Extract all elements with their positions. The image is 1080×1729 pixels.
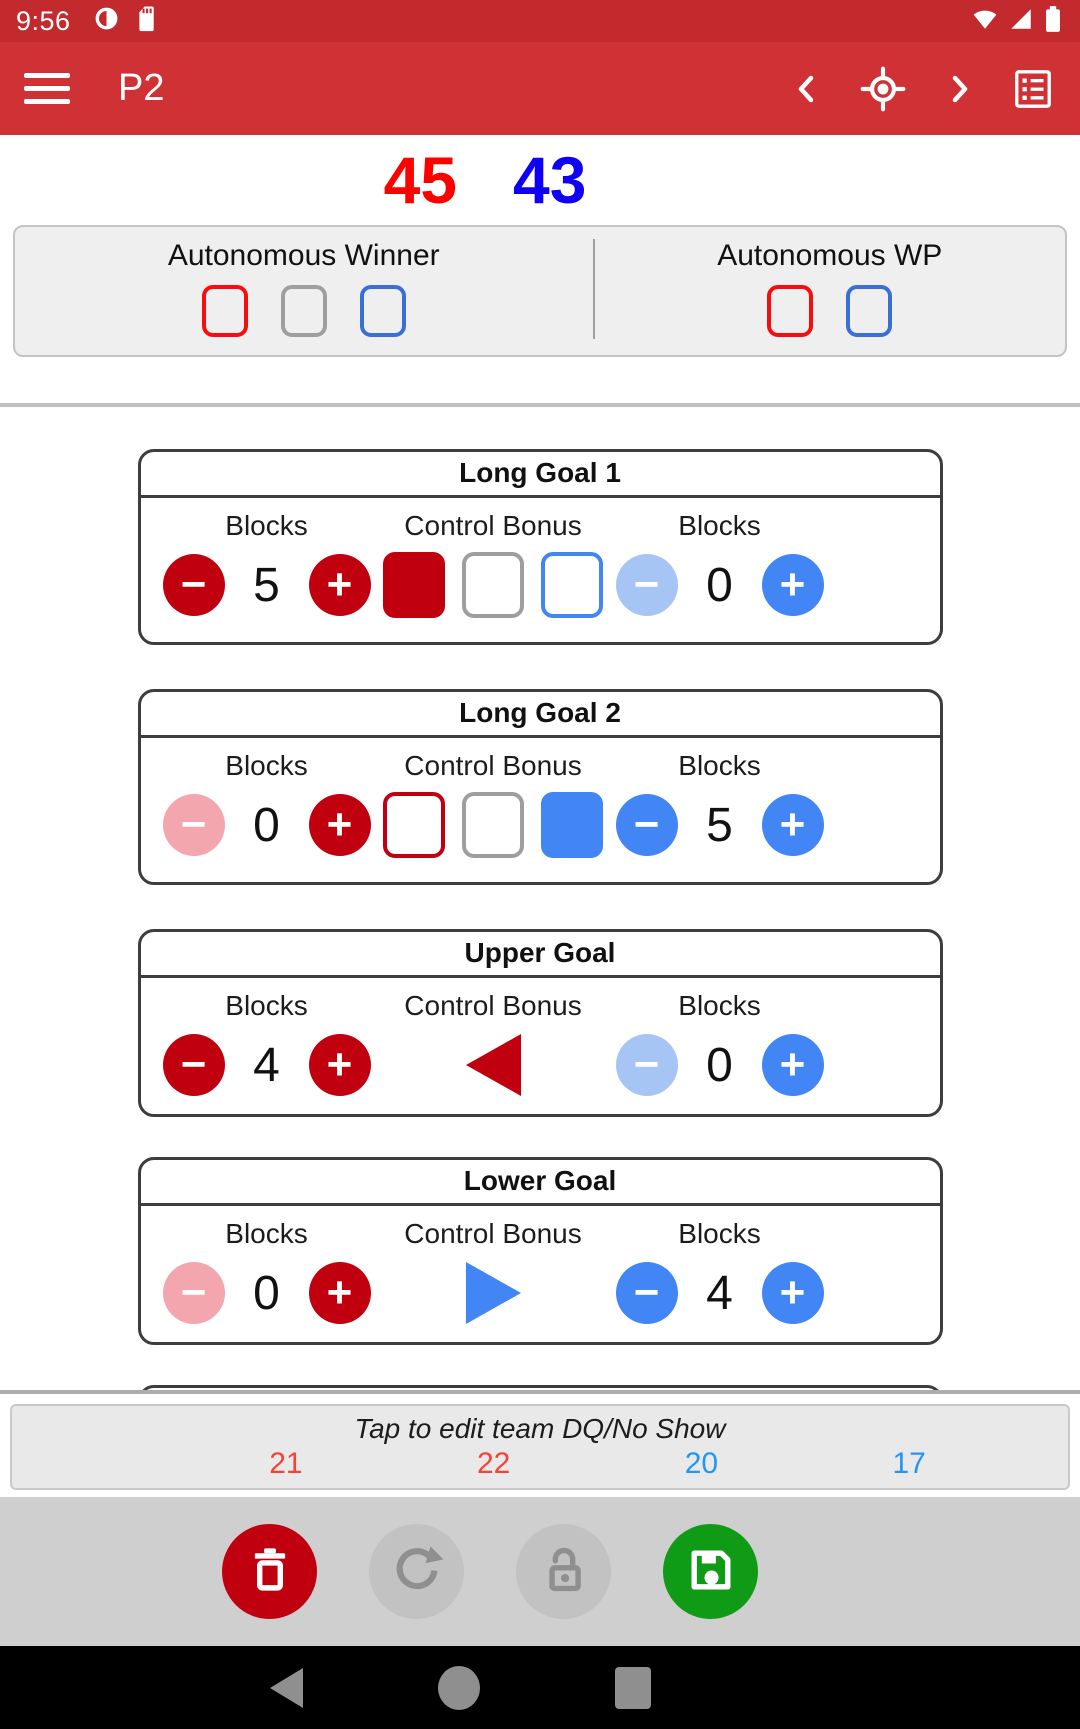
autonomous-winner-label: Autonomous Winner — [167, 239, 440, 272]
blue-blocks-plus-button[interactable] — [762, 554, 824, 616]
blue-blocks-minus-button[interactable] — [616, 554, 678, 616]
red-blocks-minus-button[interactable] — [163, 1262, 225, 1324]
bonus-blue-button[interactable] — [541, 792, 603, 858]
card-upper-goal — [138, 929, 943, 1117]
trash-icon — [244, 1544, 296, 1599]
bonus-none-button[interactable] — [462, 792, 524, 858]
red-blocks-label: Blocks — [225, 510, 308, 541]
blue-blocks-group — [616, 510, 824, 618]
control-bonus-group — [383, 510, 603, 618]
wifi-icon — [970, 6, 1000, 37]
clock: 9:56 — [16, 5, 71, 36]
menu-icon[interactable] — [24, 73, 70, 104]
control-bonus-group — [404, 1218, 581, 1326]
match-list-icon[interactable] — [1012, 68, 1054, 110]
blue-blocks-plus-button[interactable] — [762, 1262, 824, 1324]
blue-blocks-label: Blocks — [678, 750, 761, 781]
dq-hint-text: Tap to edit team DQ/No Show — [354, 1413, 726, 1444]
blue-blocks-label: Blocks — [678, 510, 761, 541]
refresh-icon — [390, 1543, 444, 1600]
card-long-goal-1 — [138, 449, 943, 645]
back-icon[interactable] — [270, 1668, 303, 1708]
team-number-row — [12, 1445, 1068, 1481]
data-saver-icon — [93, 5, 120, 37]
lock-button[interactable] — [516, 1524, 611, 1619]
control-bonus-group — [383, 750, 603, 858]
red-blocks-plus-button[interactable] — [309, 1034, 371, 1096]
blue-blocks-count: 5 — [706, 798, 733, 852]
team-number: 21 — [269, 1447, 303, 1480]
signal-icon — [1007, 6, 1035, 37]
blue-blocks-label: Blocks — [678, 1218, 761, 1249]
auto-winner-blue-button[interactable] — [360, 285, 406, 337]
blue-blocks-plus-button[interactable] — [762, 1034, 824, 1096]
red-score: 45 — [383, 143, 457, 217]
red-blocks-label: Blocks — [225, 750, 308, 781]
card-title: Long Goal 2 — [141, 692, 940, 738]
autonomous-wp-label: Autonomous WP — [717, 239, 943, 272]
goals-scroll-area[interactable] — [0, 407, 1080, 1390]
refresh-button[interactable] — [369, 1524, 464, 1619]
auto-winner-tie-button[interactable] — [281, 285, 327, 337]
unlock-icon — [538, 1544, 590, 1599]
red-blocks-count: 0 — [253, 798, 280, 852]
home-icon[interactable] — [438, 1666, 480, 1710]
autonomous-panel — [13, 225, 1067, 357]
blue-blocks-minus-button[interactable] — [616, 794, 678, 856]
blue-blocks-label: Blocks — [678, 990, 761, 1021]
control-bonus-label: Control Bonus — [404, 750, 582, 781]
blue-blocks-minus-button[interactable] — [616, 1034, 678, 1096]
red-blocks-plus-button[interactable] — [309, 794, 371, 856]
recents-icon[interactable] — [615, 1667, 651, 1709]
dq-edit-strip[interactable] — [10, 1404, 1070, 1490]
action-toolbar — [0, 1497, 1080, 1646]
team-number: 22 — [476, 1447, 511, 1480]
blue-blocks-count: 0 — [706, 1038, 733, 1092]
blue-blocks-group — [616, 750, 824, 858]
card-long-goal-2 — [138, 689, 943, 885]
blue-blocks-count: 4 — [706, 1266, 733, 1320]
control-bonus-label: Control Bonus — [404, 990, 582, 1021]
control-bonus-triangle[interactable] — [466, 1262, 521, 1324]
auto-wp-red-button[interactable] — [767, 285, 813, 337]
blue-blocks-minus-button[interactable] — [616, 1262, 678, 1324]
red-blocks-minus-button[interactable] — [163, 794, 225, 856]
red-blocks-count: 5 — [253, 558, 280, 612]
target-icon[interactable] — [858, 64, 908, 114]
team-number: 17 — [892, 1447, 926, 1480]
bonus-red-button[interactable] — [383, 792, 445, 858]
red-blocks-label: Blocks — [225, 1218, 308, 1249]
battery-icon — [1042, 4, 1064, 39]
dq-area — [0, 1394, 1080, 1497]
red-blocks-minus-button[interactable] — [163, 1034, 225, 1096]
blue-blocks-group — [616, 990, 824, 1098]
control-bonus-group — [404, 990, 581, 1098]
red-blocks-group — [163, 1218, 371, 1326]
app-bar — [0, 42, 1080, 135]
chevron-right-icon[interactable] — [948, 72, 972, 106]
android-nav-bar — [0, 1646, 1080, 1729]
status-bar — [0, 0, 1080, 42]
save-icon — [685, 1544, 737, 1599]
autonomous-winner-section — [15, 227, 593, 355]
control-bonus-triangle[interactable] — [466, 1034, 521, 1096]
card-title: Long Goal 1 — [141, 452, 940, 498]
bonus-none-button[interactable] — [462, 552, 524, 618]
red-blocks-group — [163, 990, 371, 1098]
card-lower-goal — [138, 1157, 943, 1345]
red-blocks-count: 4 — [253, 1038, 280, 1092]
bonus-red-button[interactable] — [383, 552, 445, 618]
red-blocks-minus-button[interactable] — [163, 554, 225, 616]
bonus-blue-button[interactable] — [541, 552, 603, 618]
auto-wp-blue-button[interactable] — [846, 285, 892, 337]
autonomous-wp-section — [595, 227, 1066, 355]
auto-winner-red-button[interactable] — [202, 285, 248, 337]
blue-blocks-group — [616, 1218, 824, 1326]
page-title: P2 — [118, 67, 165, 109]
card-title: Upper Goal — [141, 932, 940, 978]
delete-button[interactable] — [222, 1524, 317, 1619]
red-blocks-plus-button[interactable] — [309, 1262, 371, 1324]
blue-blocks-plus-button[interactable] — [762, 794, 824, 856]
red-blocks-count: 0 — [253, 1266, 280, 1320]
match-score — [0, 135, 1080, 225]
save-button[interactable] — [663, 1524, 758, 1619]
blue-blocks-count: 0 — [706, 558, 733, 612]
team-number: 20 — [684, 1447, 719, 1480]
red-blocks-label: Blocks — [225, 990, 308, 1021]
sd-card-icon — [130, 5, 155, 37]
chevron-left-icon[interactable] — [794, 72, 818, 106]
control-bonus-label: Control Bonus — [404, 1218, 582, 1249]
red-blocks-plus-button[interactable] — [309, 554, 371, 616]
red-blocks-group — [163, 510, 371, 618]
control-bonus-label: Control Bonus — [404, 510, 582, 541]
red-blocks-group — [163, 750, 371, 858]
card-title: Lower Goal — [141, 1160, 940, 1206]
blue-score: 43 — [513, 143, 587, 217]
